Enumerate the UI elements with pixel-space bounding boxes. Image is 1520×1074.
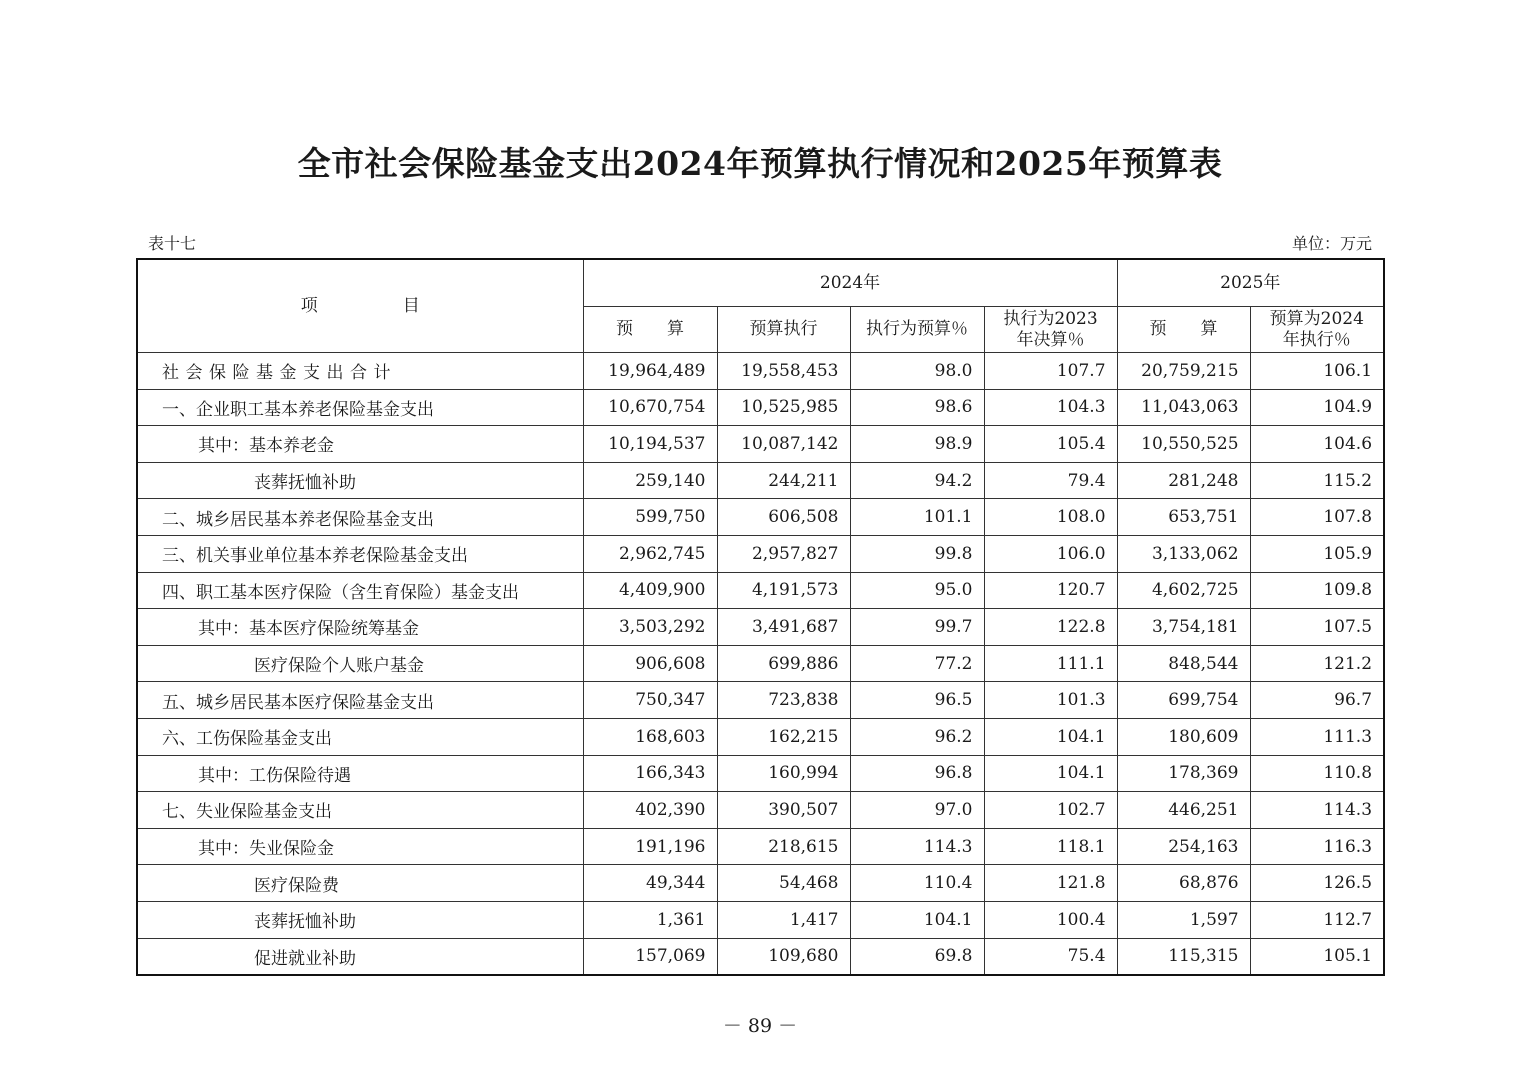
cell-exec-vs-2023: 107.7: [984, 353, 1117, 390]
cell-budget-2025: 254,163: [1117, 828, 1250, 865]
cell-execution-2024: 699,886: [717, 645, 850, 682]
table-row: [137, 792, 1384, 829]
row-name: 六、工伤保险基金支出: [137, 718, 583, 755]
cell-budget-vs-2024: 109.8: [1250, 572, 1384, 609]
table-row: [137, 718, 1384, 755]
row-name: 丧葬抚恤补助: [137, 462, 583, 499]
cell-exec-vs-budget: 104.1: [850, 901, 984, 938]
cell-exec-vs-2023: 104.3: [984, 389, 1117, 426]
cell-exec-vs-2023: 108.0: [984, 499, 1117, 536]
page-title: 全市社会保险基金支出2024年预算执行情况和2025年预算表: [297, 144, 1223, 183]
cell-exec-vs-2023: 102.7: [984, 792, 1117, 829]
table-row: [137, 426, 1384, 463]
cell-execution-2024: 19,558,453: [717, 353, 850, 390]
cell-budget-vs-2024: 105.1: [1250, 938, 1384, 975]
row-name: 三、机关事业单位基本养老保险基金支出: [137, 535, 583, 572]
cell-budget-2025: 10,550,525: [1117, 426, 1250, 463]
cell-execution-2024: 10,087,142: [717, 426, 850, 463]
cell-budget-2024: 10,194,537: [583, 426, 717, 463]
cell-exec-vs-budget: 77.2: [850, 645, 984, 682]
cell-budget-2025: 3,754,181: [1117, 609, 1250, 646]
cell-exec-vs-budget: 99.7: [850, 609, 984, 646]
cell-execution-2024: 723,838: [717, 682, 850, 719]
cell-budget-2025: 1,597: [1117, 901, 1250, 938]
row-name: 医疗保险费: [137, 865, 583, 902]
row-name: 社会保险基金支出合计: [137, 353, 583, 390]
cell-execution-2024: 390,507: [717, 792, 850, 829]
cell-budget-2024: 168,603: [583, 718, 717, 755]
cell-execution-2024: 160,994: [717, 755, 850, 792]
cell-budget-2025: 281,248: [1117, 462, 1250, 499]
cell-budget-2024: 2,962,745: [583, 535, 717, 572]
row-name: 其中：基本医疗保险统筹基金: [137, 609, 583, 646]
cell-budget-2024: 19,964,489: [583, 353, 717, 390]
cell-exec-vs-budget: 69.8: [850, 938, 984, 975]
cell-budget-2024: 4,409,900: [583, 572, 717, 609]
cell-budget-2025: 446,251: [1117, 792, 1250, 829]
cell-execution-2024: 606,508: [717, 499, 850, 536]
cell-exec-vs-budget: 98.9: [850, 426, 984, 463]
table-row: [137, 462, 1384, 499]
cell-budget-2025: 848,544: [1117, 645, 1250, 682]
cell-exec-vs-budget: 99.8: [850, 535, 984, 572]
cell-exec-vs-budget: 96.5: [850, 682, 984, 719]
cell-budget-2025: 653,751: [1117, 499, 1250, 536]
row-name: 一、企业职工基本养老保险基金支出: [137, 389, 583, 426]
row-name: 其中：工伤保险待遇: [137, 755, 583, 792]
table-row: [137, 901, 1384, 938]
cell-exec-vs-2023: 118.1: [984, 828, 1117, 865]
cell-exec-vs-2023: 75.4: [984, 938, 1117, 975]
header-budget-2025: 预 算: [1117, 307, 1250, 353]
cell-execution-2024: 218,615: [717, 828, 850, 865]
cell-execution-2024: 2,957,827: [717, 535, 850, 572]
table-row: [137, 682, 1384, 719]
cell-budget-2024: 1,361: [583, 901, 717, 938]
cell-exec-vs-budget: 98.0: [850, 353, 984, 390]
table-row: [137, 828, 1384, 865]
table-row: [137, 535, 1384, 572]
cell-budget-2025: 115,315: [1117, 938, 1250, 975]
table-row: [137, 865, 1384, 902]
cell-budget-2025: 3,133,062: [1117, 535, 1250, 572]
cell-execution-2024: 244,211: [717, 462, 850, 499]
cell-budget-2024: 402,390: [583, 792, 717, 829]
cell-budget-vs-2024: 96.7: [1250, 682, 1384, 719]
header-item: 项 目: [137, 259, 583, 353]
cell-exec-vs-2023: 104.1: [984, 755, 1117, 792]
header-budget-vs-2024: 预算为2024 年执行％: [1250, 307, 1384, 353]
row-name: 丧葬抚恤补助: [137, 901, 583, 938]
row-name: 其中：失业保险金: [137, 828, 583, 865]
cell-exec-vs-budget: 97.0: [850, 792, 984, 829]
cell-budget-2024: 906,608: [583, 645, 717, 682]
cell-execution-2024: 162,215: [717, 718, 850, 755]
cell-budget-2024: 259,140: [583, 462, 717, 499]
row-name: 促进就业补助: [137, 938, 583, 975]
cell-budget-vs-2024: 107.8: [1250, 499, 1384, 536]
table-row: [137, 609, 1384, 646]
row-name: 七、失业保险基金支出: [137, 792, 583, 829]
table-row: [137, 389, 1384, 426]
table-row: [137, 353, 1384, 390]
row-name: 四、职工基本医疗保险（含生育保险）基金支出: [137, 572, 583, 609]
cell-execution-2024: 54,468: [717, 865, 850, 902]
cell-budget-2025: 20,759,215: [1117, 353, 1250, 390]
table-row: [137, 938, 1384, 975]
cell-exec-vs-2023: 120.7: [984, 572, 1117, 609]
cell-execution-2024: 4,191,573: [717, 572, 850, 609]
row-name: 其中：基本养老金: [137, 426, 583, 463]
cell-exec-vs-budget: 101.1: [850, 499, 984, 536]
cell-exec-vs-budget: 96.2: [850, 718, 984, 755]
cell-exec-vs-2023: 122.8: [984, 609, 1117, 646]
cell-budget-vs-2024: 111.3: [1250, 718, 1384, 755]
cell-execution-2024: 1,417: [717, 901, 850, 938]
cell-budget-vs-2024: 107.5: [1250, 609, 1384, 646]
cell-exec-vs-2023: 104.1: [984, 718, 1117, 755]
cell-execution-2024: 3,491,687: [717, 609, 850, 646]
cell-exec-vs-2023: 106.0: [984, 535, 1117, 572]
cell-budget-2024: 166,343: [583, 755, 717, 792]
table-row: [137, 499, 1384, 536]
cell-budget-2024: 157,069: [583, 938, 717, 975]
cell-execution-2024: 10,525,985: [717, 389, 850, 426]
cell-budget-vs-2024: 106.1: [1250, 353, 1384, 390]
header-exec-vs-2023: 执行为2023 年决算％: [984, 307, 1117, 353]
page-number: － 89 －: [722, 1015, 798, 1037]
cell-budget-2024: 599,750: [583, 499, 717, 536]
cell-budget-2025: 699,754: [1117, 682, 1250, 719]
cell-budget-2025: 4,602,725: [1117, 572, 1250, 609]
cell-budget-vs-2024: 116.3: [1250, 828, 1384, 865]
cell-budget-2024: 10,670,754: [583, 389, 717, 426]
cell-exec-vs-budget: 98.6: [850, 389, 984, 426]
header-exec-vs-budget: 执行为预算％: [850, 307, 984, 353]
header-year-2024: 2024年: [583, 259, 1117, 307]
cell-budget-vs-2024: 112.7: [1250, 901, 1384, 938]
cell-exec-vs-2023: 121.8: [984, 865, 1117, 902]
cell-budget-2024: 191,196: [583, 828, 717, 865]
cell-exec-vs-2023: 100.4: [984, 901, 1117, 938]
cell-budget-vs-2024: 114.3: [1250, 792, 1384, 829]
row-name: 五、城乡居民基本医疗保险基金支出: [137, 682, 583, 719]
cell-budget-vs-2024: 105.9: [1250, 535, 1384, 572]
row-name: 医疗保险个人账户基金: [137, 645, 583, 682]
cell-budget-vs-2024: 104.9: [1250, 389, 1384, 426]
cell-budget-2025: 180,609: [1117, 718, 1250, 755]
cell-exec-vs-budget: 110.4: [850, 865, 984, 902]
table-number: 表十七: [148, 234, 197, 253]
cell-budget-2024: 750,347: [583, 682, 717, 719]
cell-exec-vs-budget: 96.8: [850, 755, 984, 792]
cell-budget-vs-2024: 110.8: [1250, 755, 1384, 792]
table-row: [137, 572, 1384, 609]
header-execution-2024: 预算执行: [717, 307, 850, 353]
table-row: [137, 755, 1384, 792]
cell-budget-vs-2024: 121.2: [1250, 645, 1384, 682]
cell-budget-vs-2024: 126.5: [1250, 865, 1384, 902]
cell-exec-vs-budget: 94.2: [850, 462, 984, 499]
cell-budget-2025: 178,369: [1117, 755, 1250, 792]
header-year-2025: 2025年: [1117, 259, 1384, 307]
cell-execution-2024: 109,680: [717, 938, 850, 975]
cell-budget-2024: 49,344: [583, 865, 717, 902]
cell-budget-2024: 3,503,292: [583, 609, 717, 646]
cell-budget-vs-2024: 115.2: [1250, 462, 1384, 499]
cell-exec-vs-2023: 101.3: [984, 682, 1117, 719]
cell-budget-2025: 11,043,063: [1117, 389, 1250, 426]
cell-exec-vs-budget: 95.0: [850, 572, 984, 609]
cell-exec-vs-2023: 105.4: [984, 426, 1117, 463]
cell-exec-vs-budget: 114.3: [850, 828, 984, 865]
unit-label: 单位：万元: [1291, 234, 1372, 253]
row-name: 二、城乡居民基本养老保险基金支出: [137, 499, 583, 536]
table-row: [137, 645, 1384, 682]
header-budget-2024: 预 算: [583, 307, 717, 353]
budget-table: [136, 258, 1385, 976]
cell-exec-vs-2023: 79.4: [984, 462, 1117, 499]
cell-exec-vs-2023: 111.1: [984, 645, 1117, 682]
cell-budget-2025: 68,876: [1117, 865, 1250, 902]
cell-budget-vs-2024: 104.6: [1250, 426, 1384, 463]
